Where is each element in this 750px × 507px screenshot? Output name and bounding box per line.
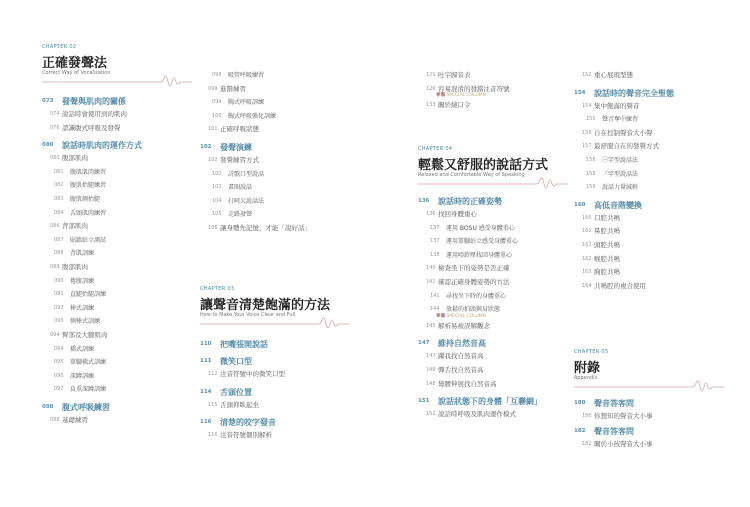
toc-entry-title: 你想知的聲音大小事	[594, 412, 653, 420]
toc-page-number: 099	[208, 85, 218, 92]
toc-entry-title: 檢查坐下的姿勢是否正確	[438, 264, 510, 273]
toc-entry-title: 說話時呼吸及肌肉運作模式	[438, 410, 516, 419]
toc-page-number: 098	[212, 72, 222, 78]
chapter-title: 讓聲音清楚飽滿的方法	[200, 298, 331, 313]
toc-page-number: 089	[50, 264, 60, 270]
chapter-title: 輕鬆又舒服的說話方式	[418, 158, 549, 173]
toc-page-number: 126	[426, 85, 436, 92]
toc-page-number: 100	[212, 112, 222, 119]
toc-page-number: 114	[200, 388, 212, 395]
toc-page-number: 182	[574, 428, 586, 434]
toc-page-number: 163	[582, 269, 592, 276]
toc-entry-title: 彈舌找自然音高	[438, 366, 484, 374]
toc-entry-title: 放鬆的拍頭與肩狀態	[446, 306, 501, 314]
special-column-zh: 專欄	[436, 93, 447, 99]
toc-entry-title: 腹肌抬腿練習	[70, 182, 107, 190]
toc-entry-title: 鼻腔共鳴	[594, 227, 620, 236]
toc-entry-title: 打呵欠說話法	[228, 197, 265, 205]
toc-page-number: 116	[200, 419, 212, 426]
toc-page-number: 121	[426, 72, 436, 78]
toc-page-number: 151	[418, 398, 430, 405]
toc-page-number: 097	[54, 386, 64, 393]
toc-entry-title: 運用單腳站立感受身體重心	[446, 238, 519, 246]
toc-page-number: 154	[574, 89, 586, 96]
toc-page-number: 158	[586, 157, 596, 163]
special-column-label	[436, 313, 486, 319]
chapter-subtitle: Relaxed and Comfortable Way of Speaking	[418, 172, 525, 178]
toc-entry-title: 頭腔共鳴	[594, 241, 620, 249]
toc-page-number: 147	[426, 353, 436, 360]
toc-entry-title: 注音符號中的微笑口型	[220, 370, 285, 378]
chapter-wave-decoration	[200, 310, 350, 334]
toc-page-number: 160	[574, 201, 586, 208]
toc-page-number: 136	[426, 211, 436, 217]
toc-page-number: 102	[200, 144, 212, 150]
chapter-label: CHAPTER 03	[200, 286, 235, 292]
toc-page-number: 098	[42, 404, 54, 410]
toc-page-number: 111	[200, 358, 212, 364]
toc-page-number: 099	[212, 99, 222, 106]
toc-entry-title: 側棒式訓練	[70, 318, 101, 326]
toc-page-number: 152	[426, 411, 436, 418]
toc-entry-title: 說話時會使用到的肌肉	[62, 110, 127, 118]
toc-page-number: 162	[582, 242, 592, 248]
toc-entry-title: 單腳橋式訓練	[70, 359, 107, 367]
toc-page-number: 104	[212, 197, 222, 204]
toc-entry-title: 腹肌肌肉練習	[70, 168, 107, 176]
toc-page-number: 136	[418, 198, 430, 204]
toc-page-number: 081	[54, 168, 64, 175]
toc-page-number: 144	[430, 306, 440, 313]
chapter-wave-decoration	[574, 373, 724, 397]
toc-entry-title: 說話時的聲音完全聖態	[594, 88, 674, 98]
toc-entry-title: 直腿抬腿訓練	[70, 291, 107, 299]
toc-entry-title: 正確呼吸狀態	[220, 125, 259, 134]
chapter-label: CHAPTER 02	[42, 44, 77, 50]
toc-entry-title: 最舒服自在的發聲方式	[594, 142, 659, 151]
toc-page-number: 158	[586, 170, 596, 177]
toc-page-number: 082	[54, 182, 64, 189]
toc-entry-title: 微笑口型	[220, 357, 252, 366]
toc-page-number: 074	[50, 111, 60, 117]
toc-entry-title: 『字型說話法	[602, 170, 639, 178]
toc-entry-title: 說話狀態下的身體「互聯網」	[438, 397, 542, 407]
special-column-zh: 專欄	[436, 313, 447, 319]
toc-page-number: 090	[54, 277, 64, 284]
toc-entry-title: 重心展現型態	[594, 71, 633, 79]
toc-page-number: 076	[50, 124, 60, 131]
toc-page-number: 180	[582, 413, 592, 419]
toc-entry-title: 舌頭位置	[220, 387, 252, 397]
toc-entry-title: 說話時肌肉的運作方式	[62, 141, 142, 151]
toc-entry-title: 腹部肌肉	[62, 263, 88, 271]
toc-page-number: 161	[582, 228, 592, 235]
toc-page-number: 157	[582, 143, 592, 150]
toc-entry-title: 關於繞口令	[438, 101, 471, 110]
toc-page-number: 141	[430, 292, 440, 299]
toc-entry-title: 自在控制聲音大小聲	[594, 128, 653, 137]
toc-entry-title: 背部肌肉	[62, 222, 88, 231]
toc-page-number: 162	[582, 255, 592, 262]
toc-entry-title: 橋式訓練	[70, 345, 95, 353]
toc-entry-title: 胸腔共鳴	[594, 268, 620, 277]
toc-page-number: 138	[430, 251, 440, 258]
toc-entry-title: 畫圈說話	[228, 184, 253, 192]
toc-page-number: 148	[426, 380, 436, 387]
toc-page-number: 098	[50, 417, 60, 423]
special-column-en: SPECIAL COLUMN	[446, 313, 486, 319]
toc-page-number: 164	[582, 282, 592, 289]
toc-page-number: 083	[54, 196, 64, 202]
toc-entry-title: 聲音答客問	[594, 427, 634, 436]
toc-page-number: 155	[586, 116, 596, 123]
toc-page-number: 091	[54, 291, 64, 298]
toc-page-number: 080	[50, 155, 60, 162]
toc-page-number: 094	[50, 332, 60, 338]
toc-page-number: 095	[54, 359, 64, 366]
toc-entry-title: 注音符號個別解析	[220, 431, 272, 440]
toc-entry-title: 說話力量減輕	[602, 184, 639, 192]
toc-page-number: 096	[54, 372, 64, 379]
toc-page-number: 103	[212, 184, 222, 191]
toc-entry-title: 集中飽滿的聲音	[594, 101, 640, 110]
toc-entry-title: 躍我找自然音高	[438, 352, 484, 361]
toc-page-number: 145	[426, 322, 436, 329]
chapter-wave-decoration	[418, 170, 568, 194]
toc-entry-title: 背肌訓練	[70, 250, 95, 258]
toc-page-number: 106	[208, 225, 218, 231]
toc-entry-title: 進階練習	[220, 84, 246, 93]
toc-entry-title: 臀部及大腿肌肉	[62, 331, 108, 339]
chapter-title: 附錄	[574, 361, 601, 376]
toc-entry-title: 捲腹訓練	[70, 277, 95, 285]
toc-page-number: 116	[208, 432, 218, 439]
toc-entry-title: 彎腰伸展找自然音高	[438, 379, 497, 388]
toc-page-number: 180	[574, 400, 586, 406]
toc-entry-title: 關於小孩聲音大小事	[594, 440, 653, 448]
toc-entry-title: 高低音階變換	[594, 200, 642, 210]
toc-entry-title: 詩歌口型說話	[228, 170, 265, 178]
toc-page-number: 137	[430, 238, 440, 245]
toc-page-number: 140	[426, 265, 436, 272]
toc-page-number: 152	[582, 72, 592, 78]
toc-page-number: 102	[212, 170, 222, 177]
special-column-en: SPECIAL COLUMN	[446, 93, 486, 99]
toc-page-number: 092	[54, 304, 64, 311]
toc-entry-title: 維持自然音高	[438, 339, 486, 349]
toc-page-number: 154	[582, 102, 592, 109]
toc-page-number: 137	[430, 224, 440, 231]
toc-page-number: 159	[586, 184, 596, 191]
special-column-label	[436, 92, 486, 98]
toc-entry-title: 發聲演練	[220, 143, 252, 152]
toc-entry-title: 負重深蹲訓練	[70, 386, 107, 394]
toc-page-number: 084	[54, 209, 64, 216]
toc-entry-title: ㊀字型說話法	[602, 157, 639, 164]
toc-page-number: 102	[208, 157, 218, 163]
toc-page-number: 112	[208, 371, 218, 377]
toc-page-number: 148	[426, 367, 436, 373]
toc-entry-title: 容易混淆的發錯注音符號	[438, 84, 510, 93]
chapter-label: CHAPTER 05	[574, 349, 609, 355]
toc-page-number: 156	[582, 129, 592, 136]
toc-entry-title: 解析易被誤解觀念	[438, 321, 490, 330]
toc-entry-title: 貼牆站立測試	[70, 236, 107, 244]
toc-entry-title: 舌頭仰臥起坐	[220, 400, 259, 409]
toc-page-number: 073	[42, 98, 54, 104]
toc-entry-title: 走路發聲	[228, 211, 253, 219]
chapter-label: CHAPTER 04	[418, 146, 453, 152]
toc-entry-title: 尋找坐下時的身體重心	[446, 292, 507, 300]
toc-entry-title: 腹式呼吸練習	[62, 403, 110, 412]
toc-entry-title: 深蹲訓練	[70, 372, 95, 380]
toc-entry-title: 棒式訓練	[70, 304, 95, 312]
toc-page-number: 133	[426, 102, 436, 109]
toc-entry-title: 發聲與肌肉的關係	[62, 97, 126, 106]
toc-entry-title: 吸管呼吸練習	[228, 72, 265, 79]
toc-entry-title: 舌頭肌肉練習	[70, 209, 107, 217]
toc-entry-title: 吐字歸音表	[438, 71, 471, 79]
chapter-subtitle: Correct Way of Vocalization	[42, 70, 111, 76]
toc-page-number: 080	[42, 142, 54, 149]
toc-entry-title: 共鳴腔的複合使用	[594, 281, 646, 290]
toc-entry-title: 腹肌側抬腿	[70, 196, 101, 203]
toc-page-number: 182	[582, 441, 592, 447]
chapter-subtitle: How to Make Your Voice Clear and Full	[200, 312, 296, 318]
toc-entry-title: 發聲練習方式	[220, 156, 259, 164]
toc-entry-title: 讓身體先記憶，才能「說好話」	[220, 224, 311, 232]
toc-entry-title: 運用啞鈴壓找回身體重心	[446, 251, 513, 259]
chapter-subtitle: Appendix	[574, 375, 598, 381]
chapter-wave-decoration	[42, 68, 192, 92]
toc-entry-title: 認識腹式呼吸及發聲	[62, 123, 121, 132]
toc-page-number: 141	[426, 279, 436, 285]
toc-entry-title: 喉腔共鳴	[594, 254, 620, 263]
toc-page-number: 147	[418, 340, 430, 347]
toc-page-number: 105	[212, 211, 222, 218]
toc-entry-title: 胸式呼吸強化訓練	[228, 112, 277, 120]
toc-page-number: 087	[54, 236, 64, 243]
toc-entry-title: 基礎練習	[62, 416, 88, 424]
toc-entry-title: 運用 BOSU 感受身體重心	[446, 224, 515, 232]
toc-entry-title: 聲音奪中練習	[602, 116, 639, 124]
chapter-title: 正確發聲法	[42, 56, 108, 71]
toc-entry-title: 聲音答客問	[594, 399, 634, 408]
toc-entry-title: 找回身體重心	[438, 210, 477, 218]
toc-entry-title: 腹部肌肉	[62, 154, 88, 163]
toc-page-number: 101	[208, 126, 218, 133]
toc-page-number: 115	[208, 401, 218, 408]
toc-entry-title: 口腔共鳴	[594, 213, 620, 222]
toc-page-number: 088	[54, 250, 64, 257]
toc-page-number: 110	[200, 341, 212, 347]
toc-page-number: 086	[50, 223, 60, 230]
toc-page-number: 160	[582, 214, 592, 221]
toc-entry-title: 清楚的咬字發音	[220, 418, 276, 428]
toc-entry-title: 胸式呼吸訓練	[228, 99, 265, 107]
toc-page-number: 093	[54, 318, 64, 325]
toc-entry-title: 把嘴張開說話	[220, 340, 268, 349]
toc-entry-title: 說話時的正確姿勢	[438, 197, 502, 206]
toc-page-number: 094	[54, 345, 64, 352]
toc-entry-title: 確認正確身體姿勢的方法	[438, 278, 510, 286]
